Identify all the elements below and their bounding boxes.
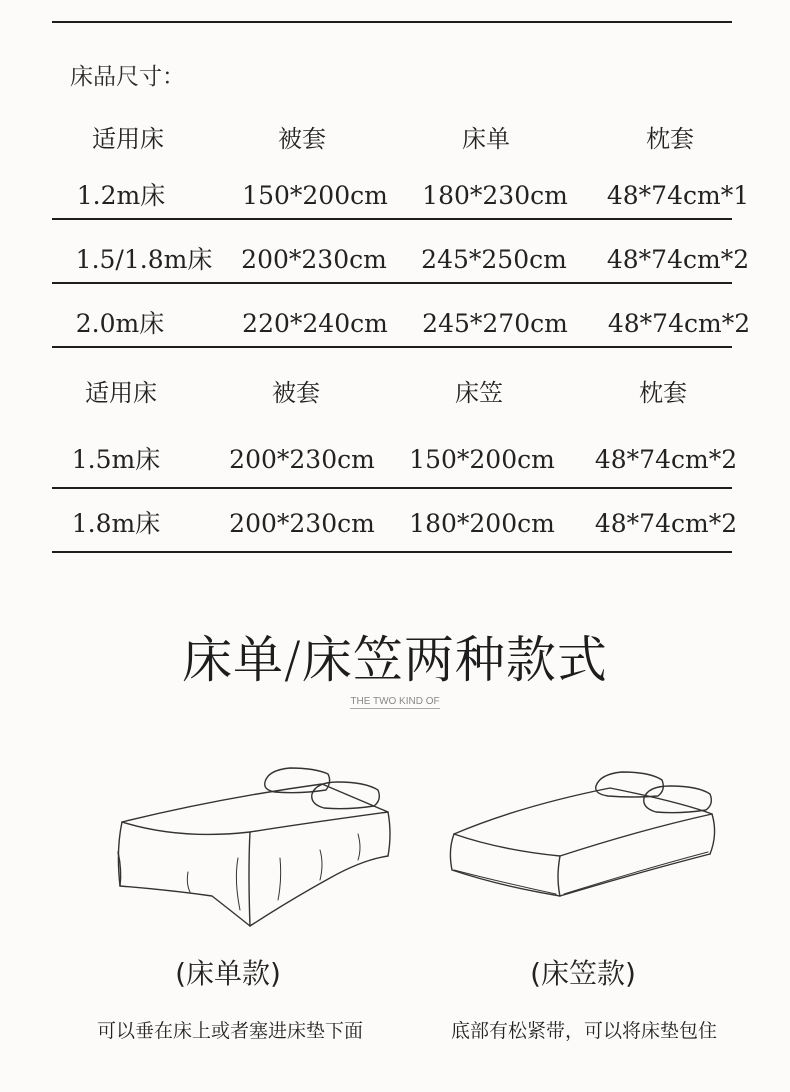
table-cell: 245*250cm <box>421 245 567 274</box>
top-divider <box>52 21 732 23</box>
row-divider <box>52 218 732 220</box>
table1-header: 枕套 <box>646 125 694 153</box>
table-cell: 1.2m床 <box>76 181 166 210</box>
fitted-sheet-description: 底部有松紧带，可以将床垫包住 <box>450 1020 718 1042</box>
section-title: 床单/床笠两种款式 <box>182 631 608 689</box>
table-cell: 150*200cm <box>409 445 555 474</box>
table-cell: 200*230cm <box>229 509 375 538</box>
table2-header: 被套 <box>272 379 320 407</box>
table-cell: 200*230cm <box>229 445 375 474</box>
table-cell: 1.5/1.8m床 <box>75 245 213 274</box>
row-divider <box>52 487 732 489</box>
row-divider <box>52 551 732 553</box>
table1-header: 床单 <box>462 125 510 153</box>
table-cell: 48*74cm*1 <box>606 181 750 210</box>
table1-header: 被套 <box>278 125 326 153</box>
fitted-sheet-caption: (床笠款) <box>530 957 636 990</box>
table-cell: 48*74cm*2 <box>594 509 738 538</box>
table-cell: 1.8m床 <box>71 509 161 538</box>
flat-sheet-description: 可以垂在床上或者塞进床垫下面 <box>96 1020 364 1042</box>
table-cell: 180*230cm <box>422 181 568 210</box>
table-cell: 48*74cm*2 <box>594 445 738 474</box>
table2-header: 适用床 <box>85 379 157 407</box>
table1-header: 适用床 <box>92 125 164 153</box>
table-cell: 2.0m床 <box>75 309 165 338</box>
flat-sheet-caption: (床单款) <box>175 957 281 990</box>
table-cell: 1.5m床 <box>71 445 161 474</box>
table-cell: 245*270cm <box>422 309 568 338</box>
table-cell: 48*74cm*2 <box>607 309 751 338</box>
fitted-sheet-bed-icon <box>440 766 730 936</box>
table-cell: 48*74cm*2 <box>606 245 750 274</box>
section-subtitle: THE TWO KIND OF <box>350 696 440 707</box>
table2-header: 床笠 <box>455 379 503 407</box>
row-divider <box>52 346 732 348</box>
table-cell: 220*240cm <box>242 309 388 338</box>
table2-header: 枕套 <box>639 379 687 407</box>
table-cell: 180*200cm <box>409 509 555 538</box>
row-divider <box>52 282 732 284</box>
table-cell: 150*200cm <box>242 181 388 210</box>
size-label: 床品尺寸： <box>70 64 185 90</box>
table-cell: 200*230cm <box>241 245 387 274</box>
flat-sheet-bed-icon <box>100 760 400 940</box>
